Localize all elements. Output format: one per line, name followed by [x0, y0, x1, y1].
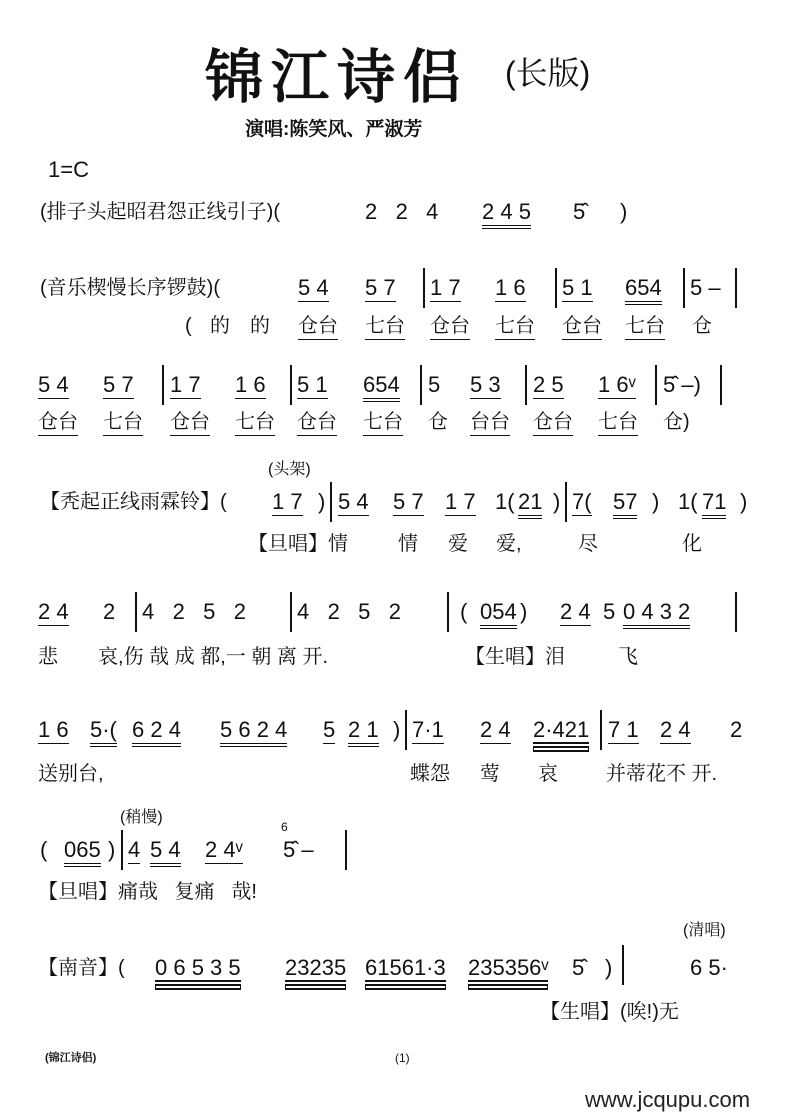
barline — [655, 365, 657, 405]
note-group: 054 — [480, 600, 517, 629]
note-group: 1( — [495, 489, 515, 514]
note-group: 5 4 — [38, 372, 69, 397]
note-group: ) — [740, 489, 748, 514]
lyric: 【生唱】泪 — [465, 646, 565, 668]
barline — [420, 365, 422, 405]
barline — [735, 592, 737, 632]
note-group: 57 — [613, 490, 637, 519]
lyric: 仓台 — [297, 410, 337, 436]
lyric: 仓台 — [430, 314, 470, 340]
note-group: 2 4 5 — [482, 200, 531, 229]
lyric: 仓 — [692, 315, 712, 337]
note-group: ) — [605, 955, 613, 980]
note-group: 2·421 — [533, 718, 589, 748]
barline — [405, 710, 407, 750]
note-group: 2 — [730, 717, 743, 742]
footer-title: (锦江诗侣) — [45, 1052, 97, 1064]
note-group: ) — [553, 489, 561, 514]
note-group: 5 7 — [103, 372, 134, 397]
lyric: 七台 — [625, 314, 665, 340]
note-group: 5 1 — [562, 275, 593, 300]
note-group: 2 4 — [560, 599, 591, 624]
lyric: 爱, — [496, 533, 522, 555]
note-group: 5·( — [90, 718, 117, 747]
note-group: ) — [108, 837, 116, 862]
lyric: 哀 — [538, 763, 558, 785]
note-group: 2 4ᵛ — [205, 837, 243, 862]
watermark: www.jcqupu.com — [585, 1087, 751, 1112]
note-group: ( — [40, 837, 48, 862]
note-group: 2 4 — [38, 599, 69, 624]
note-group: 2 1 — [348, 718, 379, 747]
barline — [600, 710, 602, 750]
note-group: 1 7 — [170, 372, 201, 397]
note-group: 235356ᵛ — [468, 956, 548, 986]
note-group: 5̂ –) — [663, 372, 701, 397]
lyric: 爱 — [448, 533, 468, 555]
note-group: 5̂ — [572, 955, 585, 980]
note-group: 6 5· — [690, 955, 728, 980]
note-group: ) — [318, 489, 326, 514]
note-group: 5 — [323, 717, 336, 742]
lyric: 仓) — [663, 411, 690, 433]
lyric: 化 — [682, 533, 702, 555]
lyric: 仓台 — [533, 410, 573, 436]
note-group: 71 — [702, 490, 726, 519]
note-group: ) — [620, 199, 628, 224]
note-group: 1 7 — [272, 489, 303, 514]
note-group: 7 1 — [608, 717, 639, 742]
note-group: 5 — [428, 372, 441, 397]
lyric: 七台 — [235, 410, 275, 436]
lyric: 仓台 — [38, 410, 78, 436]
note-group: 4 — [128, 837, 141, 862]
barline — [565, 482, 567, 522]
note-group: 0 4 3 2 — [623, 600, 690, 629]
note-group: 5 6 2 4 — [220, 718, 287, 747]
lyric: 【生唱】(唉!)无 — [540, 1001, 679, 1023]
lyric: 的 — [250, 315, 270, 337]
note-group: 7( — [572, 489, 592, 514]
note-group: 5 – — [690, 275, 721, 300]
song-subtitle: (长版) — [505, 55, 591, 91]
barline — [135, 592, 137, 632]
lyric: ( — [185, 315, 192, 337]
note-group: 1 7 — [445, 489, 476, 514]
row2-label: (音乐楔慢长序锣鼓)( — [40, 277, 220, 299]
lyric: 飞 — [618, 646, 638, 668]
tempo-note: (头架) — [268, 461, 311, 478]
lyric: 七台 — [598, 410, 638, 436]
note-group: 5 — [603, 599, 616, 624]
lyric: 情 — [398, 533, 418, 555]
barline — [121, 830, 123, 870]
lyric: 【旦唱】情 — [248, 533, 348, 555]
row1-label: (排子头起昭君怨正线引子)( — [40, 201, 280, 223]
tempo-note: (清唱) — [683, 922, 726, 939]
note-group: 23235 — [285, 956, 346, 986]
note-group: 5 3 — [470, 372, 501, 397]
note-group: 21 — [518, 490, 542, 519]
singers: 演唱:陈笑风、严淑芳 — [245, 119, 423, 140]
note-group: ) — [520, 599, 528, 624]
barline — [720, 365, 722, 405]
barline — [447, 592, 449, 632]
note-group: 2 — [103, 599, 116, 624]
barline — [622, 945, 624, 985]
page-number: (1) — [395, 1051, 410, 1065]
note-group: 5 7 — [393, 489, 424, 514]
song-title: 锦江诗侣 — [205, 43, 470, 111]
lyric: 蝶怨 — [410, 763, 450, 785]
note-group: 0 6 5 3 5 — [155, 956, 241, 986]
lyric: 并蒂花不 开. — [606, 763, 718, 785]
note-group: 2 4 — [660, 717, 691, 742]
note-group: 654 — [625, 276, 662, 305]
note-group: 5 4 — [338, 489, 369, 514]
note-group: 654 — [363, 373, 400, 402]
note-group: 5 4 — [150, 838, 181, 867]
note-group: 5 1 — [297, 372, 328, 397]
note-group: 1 6 — [235, 372, 266, 397]
lyric: 仓台 — [170, 410, 210, 436]
note-group: 1 6 — [495, 275, 526, 300]
lyric: 仓台 — [298, 314, 338, 340]
lyric: 莺 — [480, 763, 500, 785]
key-signature: 1=C — [48, 157, 89, 182]
grace-note: 6 — [281, 820, 288, 834]
note-group: 1 6 — [38, 717, 69, 742]
barline — [330, 482, 332, 522]
note-group: 7·1 — [412, 717, 444, 742]
note-group: 5 7 — [365, 275, 396, 300]
note-group: ) — [652, 489, 660, 514]
note-group: 065 — [64, 838, 101, 867]
note-group: 61561·3 — [365, 956, 446, 986]
barline — [345, 830, 347, 870]
tempo-note: (稍慢) — [120, 809, 163, 826]
barline — [735, 268, 737, 308]
lyric: 的 — [210, 315, 230, 337]
lyric: 送别台, — [38, 763, 104, 785]
barline — [555, 268, 557, 308]
lyric: 七台 — [495, 314, 535, 340]
lyric: 台台 — [470, 410, 510, 436]
note-group: 1( — [678, 489, 698, 514]
note-group: 4 2 5 2 — [297, 599, 401, 624]
row4-label: 【秃起正线雨霖铃】( — [40, 491, 227, 513]
note-group: 5 4 — [298, 275, 329, 300]
barline — [290, 592, 292, 632]
barline — [525, 365, 527, 405]
lyric: 七台 — [103, 410, 143, 436]
note-group: 1 7 — [430, 275, 461, 300]
note-group: 2 4 — [480, 717, 511, 742]
note-group: 4 2 5 2 — [142, 599, 246, 624]
lyric: 【旦唱】痛哉 复痛 哉! — [38, 881, 257, 903]
note-group: 5̂ — [573, 199, 586, 224]
note-group: 2 2 4 — [365, 199, 439, 224]
barline — [683, 268, 685, 308]
note-group: ) — [393, 717, 401, 742]
lyric: 悲 — [38, 646, 58, 668]
note-group: ( — [460, 599, 468, 624]
lyric: 仓 — [428, 411, 448, 433]
note-group: 2 5 — [533, 372, 564, 397]
barline — [162, 365, 164, 405]
lyric: 七台 — [365, 314, 405, 340]
note-group: 6 2 4 — [132, 718, 181, 747]
note-group: 1 6ᵛ — [598, 372, 636, 397]
lyric: 哀,伤 哉 成 都,一 朝 离 开. — [98, 646, 329, 668]
lyric: 尽 — [578, 533, 598, 555]
barline — [423, 268, 425, 308]
lyric: 七台 — [363, 410, 403, 436]
note-group: 5̂ – — [283, 837, 314, 862]
barline — [290, 365, 292, 405]
lyric: 仓台 — [562, 314, 602, 340]
row8-label: 【南音】( — [38, 957, 125, 979]
